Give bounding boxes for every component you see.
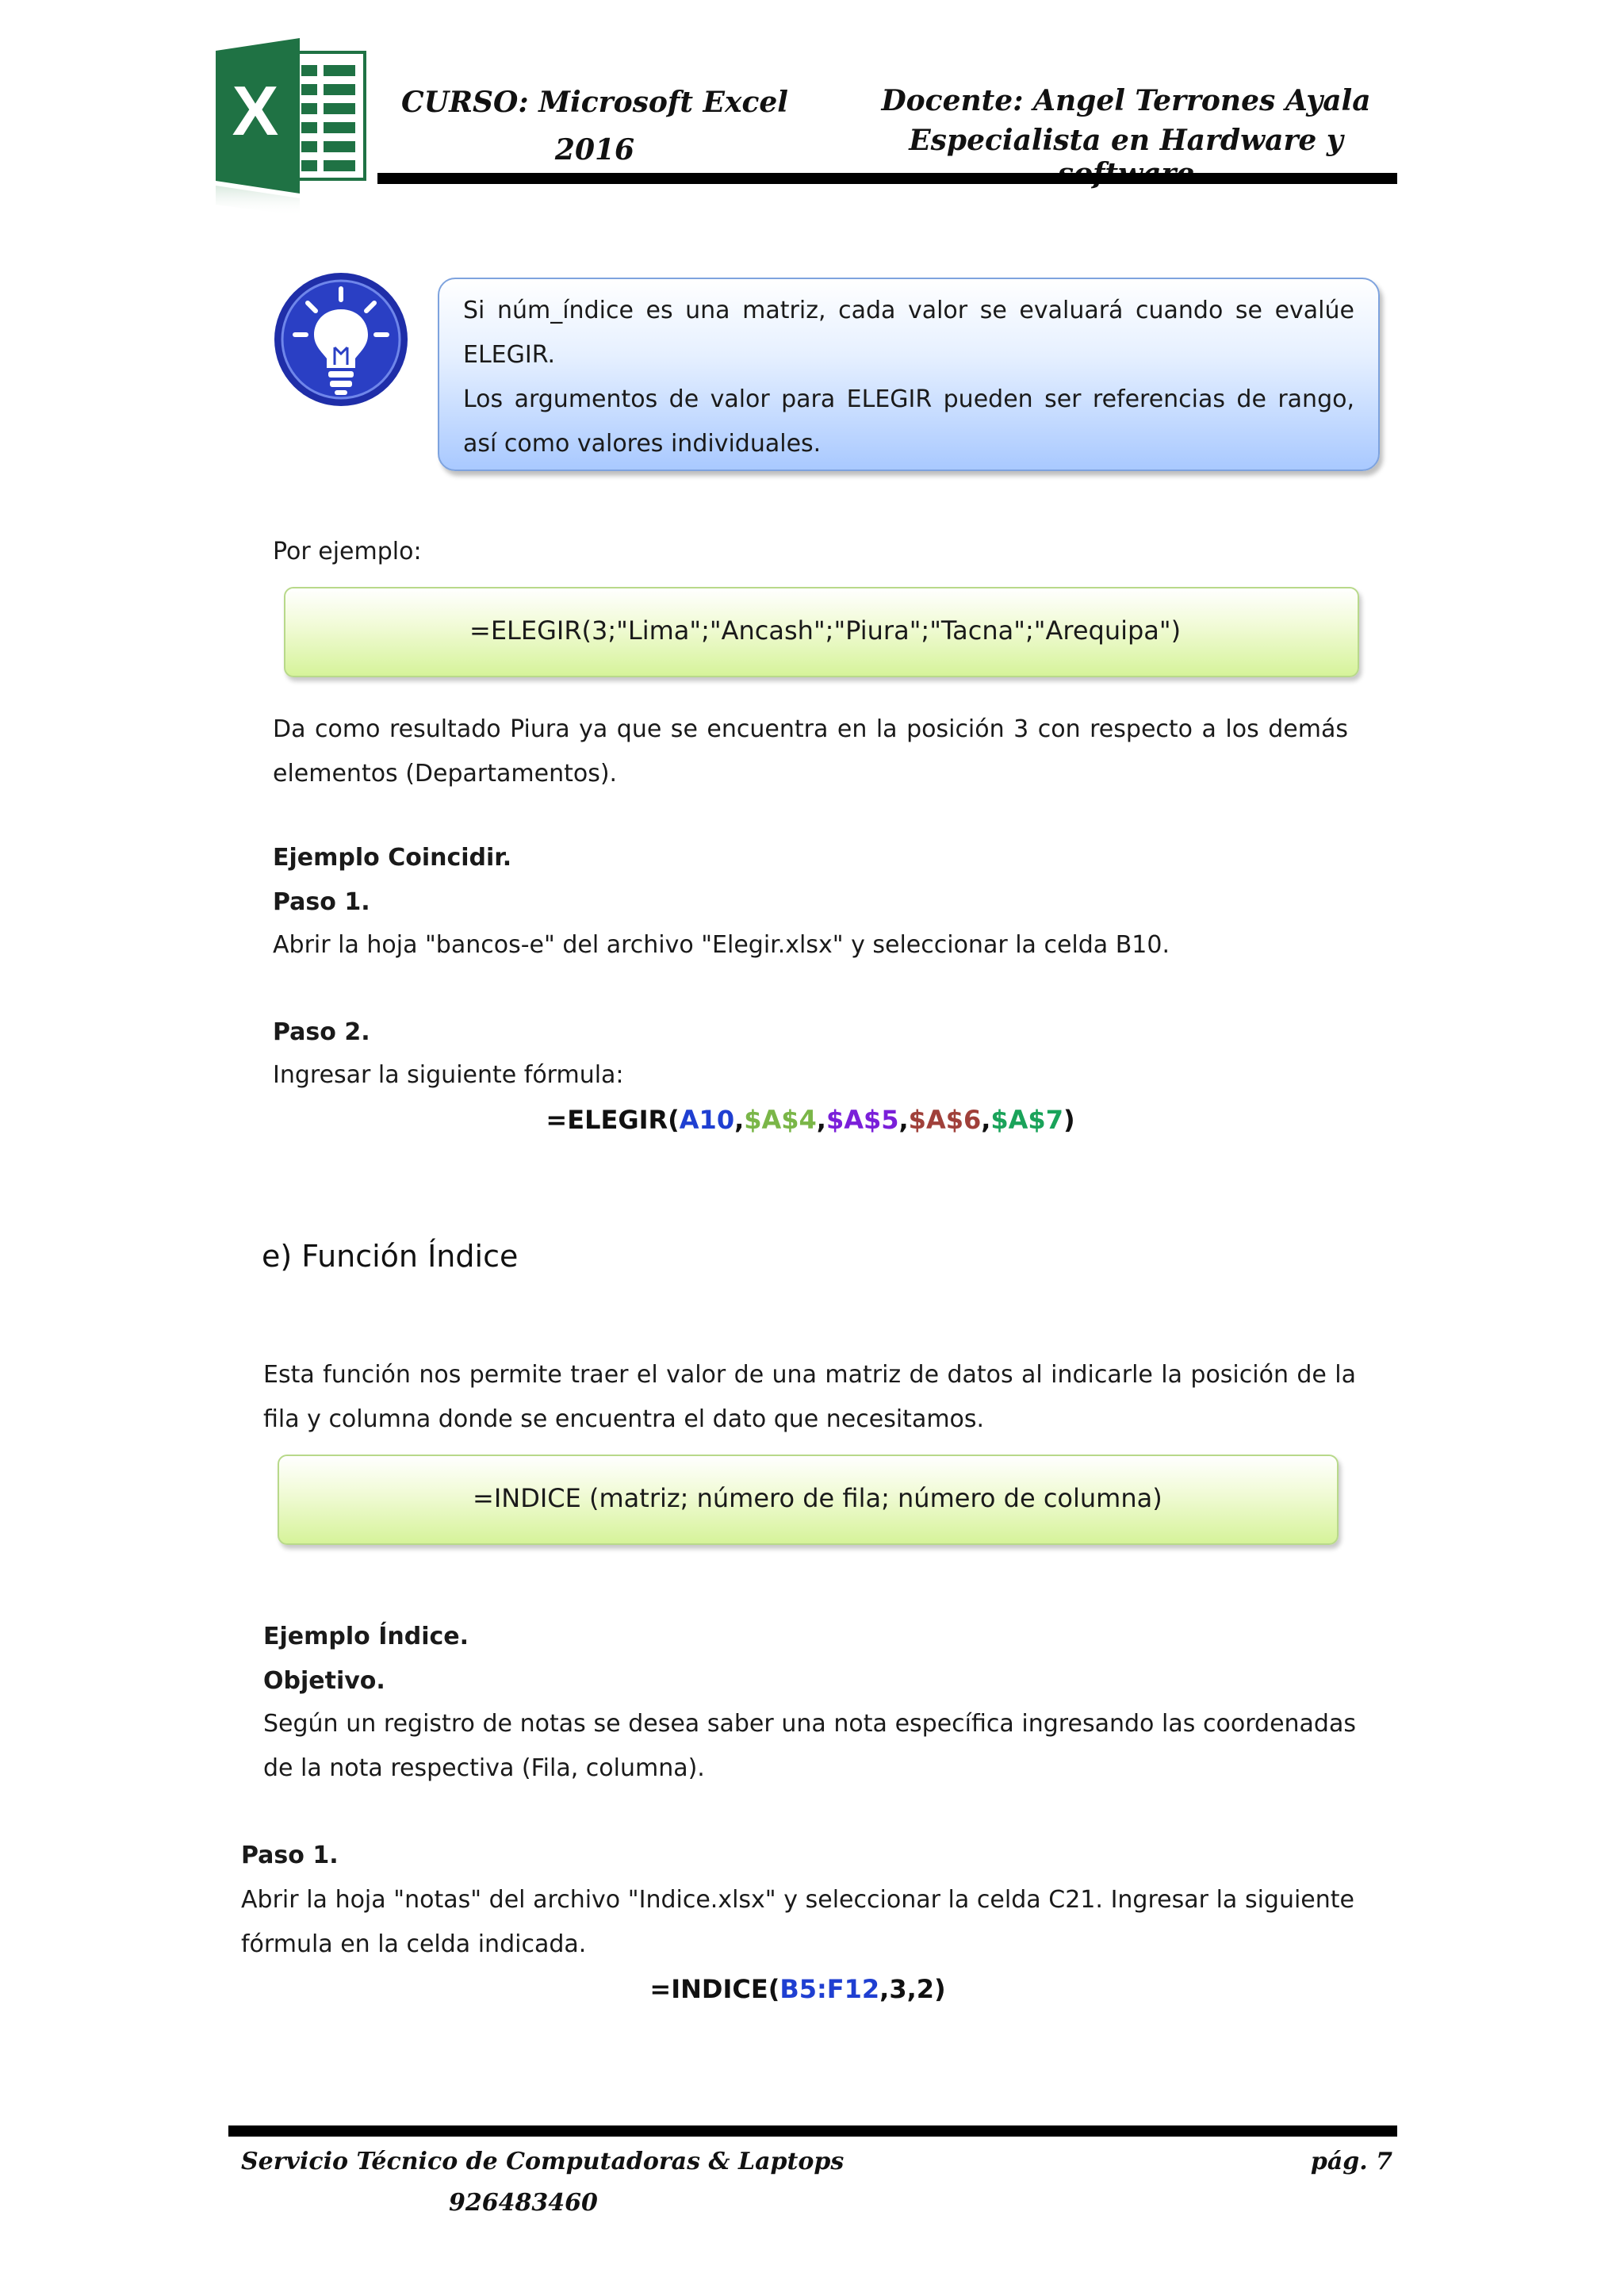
- formula-elegir-text: =ELEGIR(3;"Lima";"Ancash";"Piura";"Tacna";"Arequipa"): [469, 615, 1182, 646]
- result-paragraph: Da como resultado Piura ya que se encuentra en la posición 3 con respecto a los demás elementos (Departamentos).: [273, 715, 1348, 788]
- tip-box: [438, 278, 1380, 471]
- coincidir-formula-segment: ,: [734, 1105, 745, 1135]
- coincidir-formula: [273, 1098, 1348, 1142]
- indice-formula-segment: B5:F12: [779, 1974, 880, 2004]
- indice-syntax-text: =INDICE (matriz; número de fila; número de columna): [473, 1483, 1162, 1513]
- coincidir-formula-segment: A10: [679, 1105, 735, 1135]
- coincidir-formula-segment: $A$6: [908, 1105, 982, 1135]
- footer-phone: 926483460: [449, 2189, 598, 2217]
- coincidir-formula-segment: $A$4: [744, 1105, 817, 1135]
- coincidir-title: Ejemplo Coincidir.: [273, 844, 512, 872]
- example-intro: Por ejemplo:: [273, 538, 422, 565]
- coincidir-formula-segment: ,: [981, 1105, 991, 1135]
- indice-paso1-text: Abrir la hoja "notas" del archivo "Indice.xlsx" y seleccionar la celda C21. Ingresar la siguiente fórmula en la celda indicada.: [241, 1886, 1354, 1958]
- tip-line-1: Si núm_índice es una matriz, cada valor se evaluará cuando se evalúe ELEGIR.: [463, 297, 1354, 369]
- excel-logo-icon: [213, 35, 371, 217]
- course-year: 2016: [554, 133, 635, 167]
- indice-title: Ejemplo Índice.: [263, 1623, 469, 1650]
- indice-formula-segment: =INDICE(: [649, 1974, 780, 2004]
- coincidir-formula-segment: ,: [898, 1105, 909, 1135]
- coincidir-formula-segment: ): [1063, 1105, 1075, 1135]
- coincidir-paso2-text: Ingresar la siguiente fórmula:: [273, 1061, 624, 1089]
- section-e-description: Esta función nos permite traer el valor de una matriz de datos al indicarle la posición de la fila y columna donde se encuentra el dato que necesitamos.: [263, 1361, 1356, 1433]
- indice-paso1-title: Paso 1.: [241, 1842, 339, 1869]
- indice-objective-text: Según un registro de notas se desea saber una nota específica ingresando las coordenadas de la nota respectiva (Fila, columna).: [263, 1710, 1356, 1782]
- tip-line-2: Los argumentos de valor para ELEGIR pueden ser referencias de rango, así como valores individuales.: [463, 385, 1354, 458]
- coincidir-paso1-text: Abrir la hoja "bancos-e" del archivo "Elegir.xlsx" y seleccionar la celda B10.: [273, 931, 1170, 959]
- indice-formula-segment: ,3,2): [879, 1974, 946, 2004]
- lightbulb-icon: [273, 271, 409, 408]
- formula-box-indice: [278, 1455, 1339, 1545]
- coincidir-formula-segment: $A$5: [825, 1105, 899, 1135]
- section-e-heading: e) Función Índice: [262, 1239, 519, 1274]
- coincidir-formula-segment: ,: [816, 1105, 826, 1135]
- formula-box-elegir: [284, 587, 1359, 677]
- svg-text:X: X: [232, 71, 279, 150]
- coincidir-paso2-title: Paso 2.: [273, 1018, 370, 1046]
- coincidir-paso1-title: Paso 1.: [273, 888, 370, 916]
- indice-formula: [241, 1967, 1354, 2011]
- course-title: CURSO: Microsoft Excel: [401, 86, 788, 119]
- teacher-name: Docente: Angel Terrones Ayala: [881, 84, 1371, 117]
- footer-rule: [228, 2125, 1397, 2137]
- indice-objective-title: Objetivo.: [263, 1667, 385, 1695]
- coincidir-formula-segment: =ELEGIR(: [546, 1105, 680, 1135]
- footer-service: Servicio Técnico de Computadoras & Laptops: [241, 2148, 845, 2175]
- footer-page-number: pág. 7: [1310, 2148, 1392, 2175]
- teacher-specialty: Especialista en Hardware y: [909, 124, 1343, 157]
- header-rule: [377, 173, 1397, 184]
- coincidir-formula-segment: $A$7: [990, 1105, 1063, 1135]
